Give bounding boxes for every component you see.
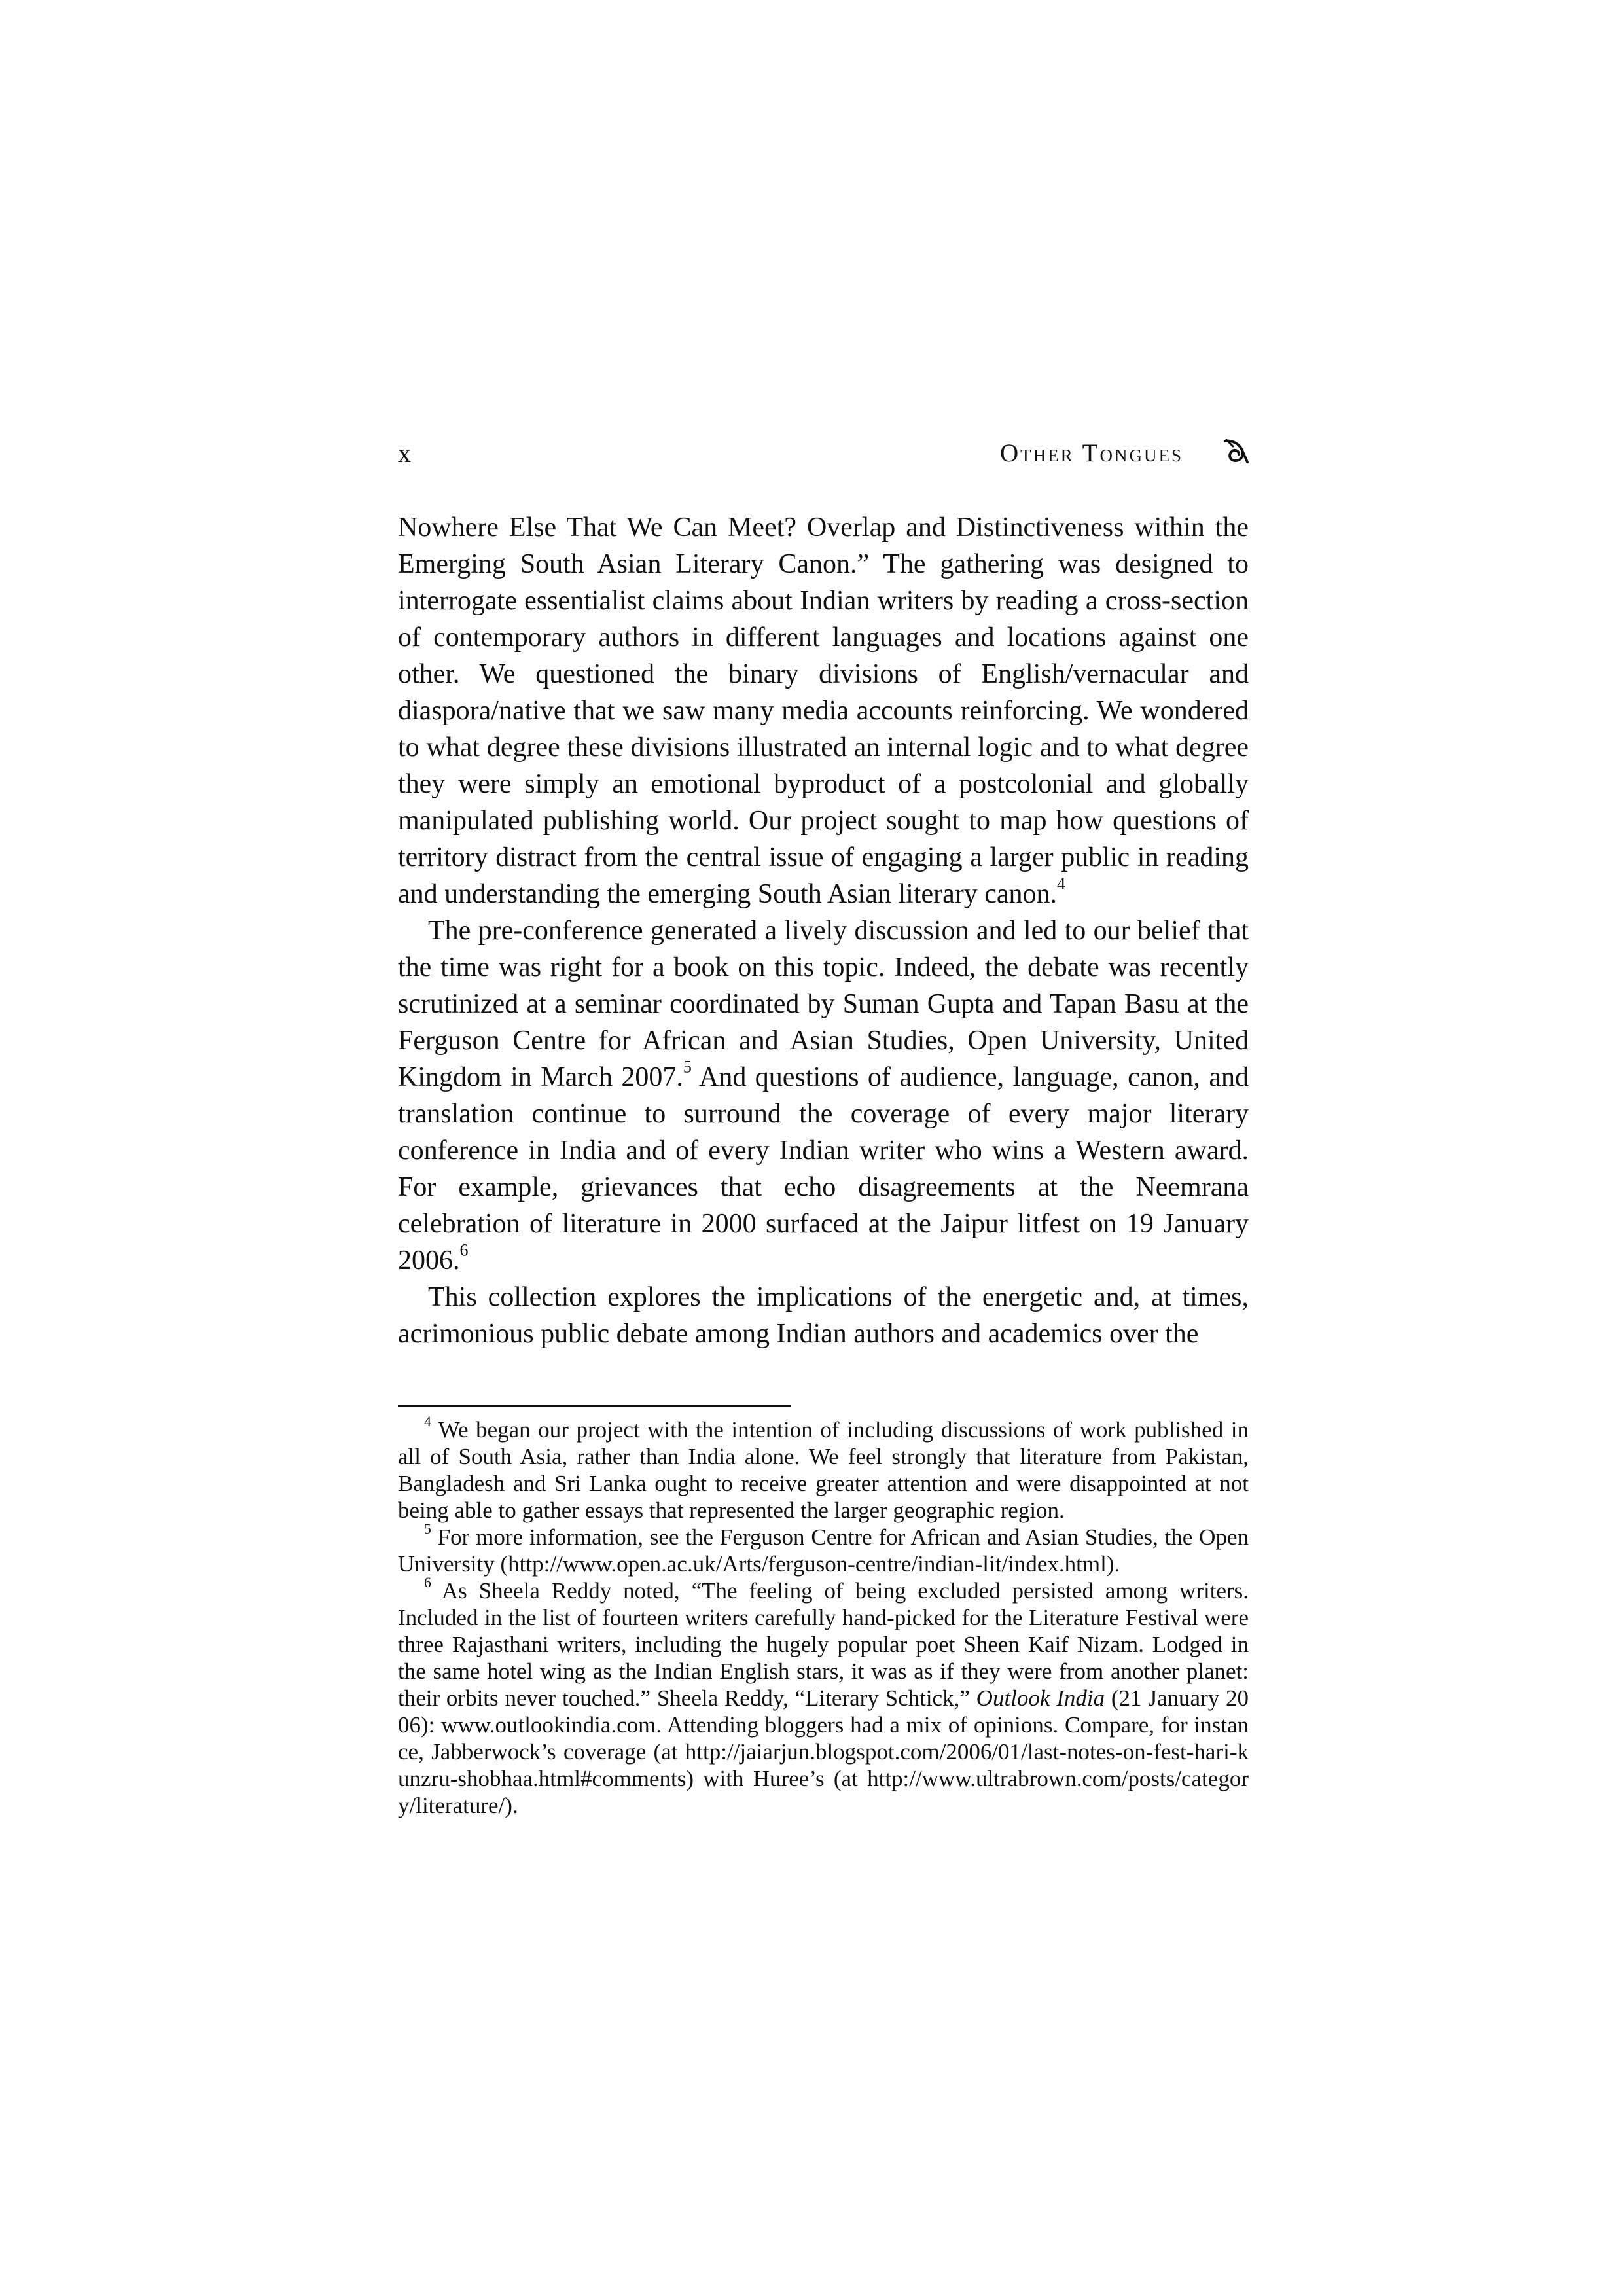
page-number: x	[398, 439, 411, 468]
publication-title: Outlook India	[976, 1685, 1105, 1711]
footnote	[398, 1577, 1249, 1819]
paragraph-text: The pre-conference generated a lively discussion and led to our belief that the time was right for a book on this topic. Indeed, the debate was recently scrutinized at a seminar coordinated by Suman Gupta and Tapan Basu at the Ferguson Centre for African and Asian Studies, Open University, United Kingdom in March 2007.	[398, 916, 1249, 1092]
paragraph	[398, 912, 1249, 1279]
footnote	[398, 1416, 1249, 1524]
footnote-marker: 4	[424, 1414, 431, 1430]
footnote-reference[interactable]: 4	[1057, 874, 1066, 893]
footnote-text: As Sheela Reddy noted, “The feeling of being excluded persisted among writers. Included in the list of fourteen writers carefully hand-picked for the Literature Festival were three Rajasthani writers, including the hugely popular poet Sheen Kaif Nizam. Lodged in the same hotel wing as the Indian English stars, it was as if they were from another planet: their orbits never touched.” Sheela Reddy, “Literary Schtick,”	[398, 1578, 1249, 1711]
footnotes	[398, 1416, 1249, 1819]
footnote-text: For more information, see the Ferguson Centre for African and Asian Studies, the Open University (http://www.open.ac.uk/Arts/ferguson-centre/indian-lit/index.html).	[398, 1524, 1249, 1577]
paragraph-text: This collection explores the implications of the energetic and, at times, acrimonious public debate among Indian authors and academics over the	[398, 1282, 1249, 1349]
footnote-reference[interactable]: 6	[459, 1240, 469, 1260]
main-text	[398, 509, 1249, 1352]
footnote-divider	[398, 1405, 791, 1407]
footnote-text: We began our project with the intention of including discussions of work published in all of South Asia, rather than India alone. We feel strongly that literature from Pakistan, Bangladesh and Sri Lanka ought to receive greater attention and were disappointed at not being able to gather essays that represented the larger geographic region.	[398, 1417, 1249, 1523]
running-head	[398, 431, 1249, 476]
footnote-reference[interactable]: 5	[683, 1057, 692, 1077]
footnote	[398, 1521, 1249, 1577]
footnote-text: (21 January 2006): www.outlookindia.com. Attending bloggers had a mix of opinions. Compare, for instance, Jabberwock’s coverage (at http://jaiarjun.blogspot.com/2006/01/last-notes-on-fest-hari-kunzru-shobhaa.html#comments) with Huree’s (at http://www.ultrabrown.com/posts/category/literature/).	[398, 1685, 1249, 1818]
paragraph-text: Nowhere Else That We Can Meet? Overlap and Distinctiveness within the Emerging South Asian Literary Canon.” The gathering was designed to interrogate essentialist claims about Indian writers by reading a cross-section of contemporary authors in different languages and locations against one other. We questioned the binary divisions of English/vernacular and diaspora/native that we saw many media accounts reinforcing. We wondered to what degree these divisions illustrated an internal logic and to what degree they were simply an emotional byproduct of a postcolonial and globally manipulated publishing world. Our project sought to map how questions of territory distract from the central issue of engaging a larger public in reading and understanding the emerging South Asian literary canon.	[398, 512, 1249, 909]
paragraph	[398, 509, 1249, 912]
fleuron-icon	[1222, 437, 1249, 465]
footnote-marker: 6	[424, 1575, 431, 1591]
paragraph	[398, 1279, 1249, 1352]
running-title: Other Tongues	[999, 439, 1183, 467]
paragraph-text: And questions of audience, language, canon, and translation continue to surround the coverage of every major literary conference in India and of every Indian writer who wins a Western award. For example, grievances that echo disagreements at the Neemrana celebration of literature in 2000 surfaced at the Jaipur litfest on 19 January 2006.	[398, 1062, 1249, 1276]
footnote-marker: 5	[424, 1521, 431, 1537]
